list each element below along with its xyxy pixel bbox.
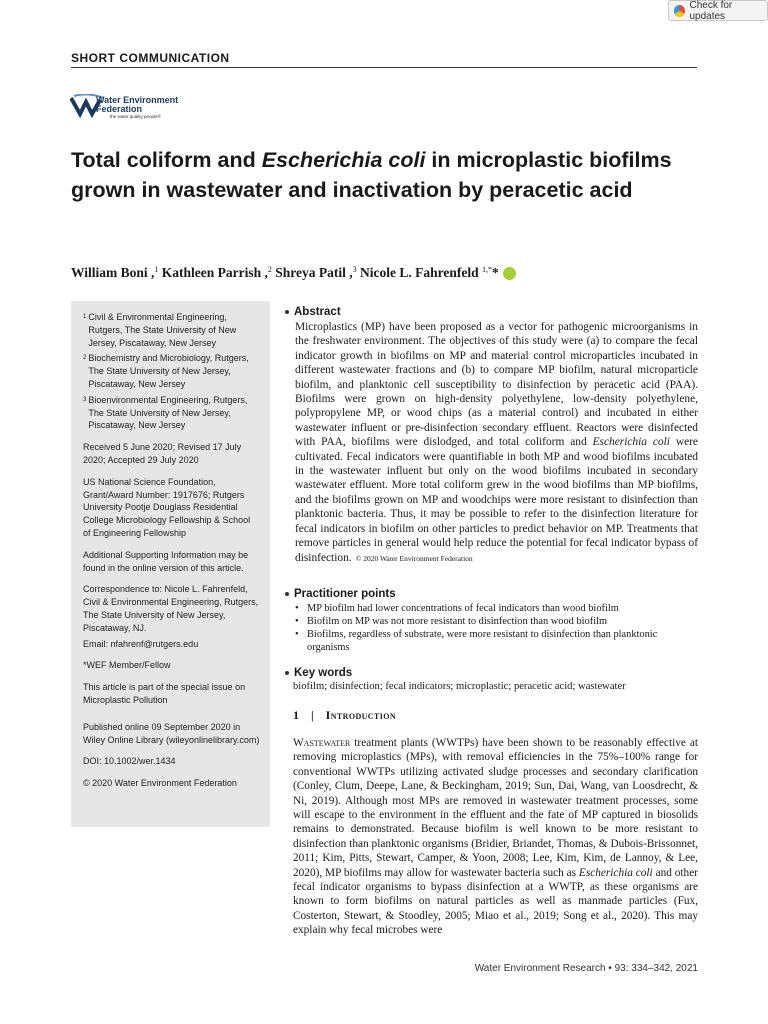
article-info-sidebar xyxy=(71,301,270,827)
logo-name-line1: Water Environment xyxy=(96,95,179,105)
logo-tagline: the water quality people® xyxy=(110,114,161,119)
abstract-copyright: © 2020 Water Environment Federation xyxy=(355,553,473,563)
correspondence: Correspondence to: Nicole L. Fahrenfeld, Civil & Environmental Engineering, Rutgers, The State University of New Jersey, Piscataway, NJ. xyxy=(83,584,259,633)
keywords-section xyxy=(285,667,698,694)
practitioner-points-section xyxy=(285,588,698,654)
affiliation: 3 Bioenvironmental Engineering, Rutgers, The State University of New Jersey, Piscataway, New Jersey xyxy=(83,394,248,431)
title-part-italic: Escherichia coli xyxy=(261,148,426,172)
crossmark-icon xyxy=(674,5,685,17)
abstract-section xyxy=(285,306,698,566)
abstract-heading: Abstract xyxy=(285,306,698,318)
affiliation: 1 Civil & Environmental Engineering, Rutgers, The State University of New Jersey, Piscataway, New Jersey xyxy=(83,312,237,348)
practitioner-points-heading: Practitioner points xyxy=(285,588,698,600)
author-list xyxy=(71,265,671,281)
author[interactable]: Kathleen Parrish ,$^2$ xyxy=(161,265,272,280)
keywords-heading: Key words xyxy=(285,667,698,679)
sidebar-copyright: © 2020 Water Environment Federation xyxy=(83,778,237,789)
bullet-icon xyxy=(285,592,289,596)
publication-info: Published online 09 September 2020 in Wiley Online Library (wileyonlinelibrary.com) xyxy=(83,721,260,745)
practitioner-points-list xyxy=(295,602,698,654)
supporting-info: Additional Supporting Information may be found in the online version of this article. xyxy=(83,549,249,573)
correspondence-email[interactable]: Email: nfahrenf@rutgers.edu xyxy=(83,638,199,649)
section-number: 1 xyxy=(293,708,299,722)
bullet-icon xyxy=(285,671,289,675)
member-note: *WEF Member/Fellow xyxy=(83,660,171,671)
keywords-text: biofilm; disinfection; fecal indicators; microplastic; peracetic acid; wastewater xyxy=(293,681,626,692)
check-for-updates-button[interactable] xyxy=(668,0,768,21)
orcid-icon[interactable] xyxy=(503,267,516,280)
list-item: • Biofilm on MP was not more resistant to disinfection than wood biofilm xyxy=(295,616,608,627)
funding-info: US National Science Foundation, Grant/Award Number: 1917676; Rutgers University Pootje Douglass Residential College Microbiology Fellowship & School of Engineering Fellowship xyxy=(83,476,251,538)
affiliation: 2 Biochemistry and Microbiology, Rutgers, The State University of New Jersey, Piscataway, New Jersey xyxy=(83,353,249,389)
article-dates: Received 5 June 2020; Revised 17 July 2020; Accepted 29 July 2020 xyxy=(83,442,242,465)
author[interactable]: Shreya Patil ,$^3$ xyxy=(275,265,357,280)
author-mark: * xyxy=(492,265,499,280)
special-issue-note: This article is part of the special issue on Microplastic Pollution xyxy=(83,682,246,705)
check-for-updates-label: Check for updates xyxy=(689,0,733,22)
abstract-text: Microplastics (MP) have been proposed as a vector for pathogenic microorganisms in the freshwater environment. The objectives of this study were (a) to compare the fecal indicator growth in biofilms on MP and material control microparticles incubated in different wastewater fractions and (b) to compare MP biofilm, natural microparticle biofilm, and planktonic cell susceptibility to disinfection by peracetic acid (PAA). Biofilms were grown on high-density polyethylene, low-density polyethylene, polypropylene MP, or wood chips (as a material control) and incubated in either wastewater influent or pre-disinfection secondary effluent. Reactors were disinfected with PAA, biofilms were dislodged, and total coliform and Escherichia coli were cultivated. Fecal indicators were quantifiable in both MP and wood biofilms incubated in the wastewater influent but only on the wood biofilms incubated in secondary wastewater effluent. More total coliform grew in the wood biofilms than MP biofilms, and the biofilms grown on MP and woodchips were more resistant to disinfection than planktonic bacteria. Thus, it may be possible to refer to the disinfection literature for fecal indicators in biofilm on other particles to predict behavior on MP. Treatments that remove particles in general would help reduce the potential for fecal indicator bypass of disinfection. © 2020 Water Environment Federation xyxy=(295,321,698,564)
introduction-section xyxy=(285,708,698,938)
introduction-heading xyxy=(293,708,698,723)
journal-footer: Water Environment Research • 93: 334–342, 2021 xyxy=(474,963,698,974)
author[interactable]: William Boni ,$^1$ xyxy=(71,265,159,280)
section-title: Introduction xyxy=(325,708,397,722)
bullet-icon xyxy=(285,310,289,314)
list-item: • MP biofilm had lower concentrations of fecal indicators than wood biofilm xyxy=(295,603,619,614)
list-item: • Biofilms, regardless of substrate, were more resistant to disinfection than planktonic organisms xyxy=(295,629,658,653)
article-title xyxy=(71,145,691,205)
doi[interactable]: DOI: 10.1002/wer.1434 xyxy=(83,756,176,767)
introduction-text: Wastewater treatment plants (WWTPs) have been shown to be reasonably effective at removing microplastics (MPs), with removal efficiencies in the 75%–100% range for conventional WWTPs utilizing activated sludge processes and secondary clarification (Conley, Clum, Deepe, Lane, & Beckingham, 2019; Sun, Dai, Wang, van Loosdrecht, & Ni, 2019). Although most MPs are removed in wastewater treatment processes, some will escape to the environment in the effluent and the fate of MP captured in biosolids remains to demonstrated. Because biofilm is well known to be more resistant to disinfection than planktonic organisms (Bridier, Briandet, Thomas, & Dubois-Brissonnet, 2011; Kim, Pitts, Stewart, Camper, & Yoon, 2008; Lee, Kim, Kim, de Lannoy, & Lee, 2020), MP biofilms may allow for wastewater bacteria such as Escherichia coli and other fecal indicator organisms to bypass disinfection at a WWTP, as these organisms are known to form biofilms on natural particles as well as manmade particles (Fux, Costerton, Stewart, & Stoodley, 2005; Miao et al., 2019; Song et al., 2020). This may explain why fecal microbes were xyxy=(293,737,698,937)
logo-name-line2: Federation xyxy=(96,104,143,114)
section-label: SHORT COMMUNICATION xyxy=(71,51,697,68)
wef-logo xyxy=(70,92,190,124)
section-divider: | xyxy=(311,708,314,722)
title-part-a: Total coliform and xyxy=(71,148,262,172)
author[interactable]: Nicole L. Fahrenfeld $^{1,*}$* xyxy=(360,265,499,280)
title-part-c: in microplastic biofilms grown in wastewater and inactivation by peracetic acid xyxy=(71,148,672,202)
